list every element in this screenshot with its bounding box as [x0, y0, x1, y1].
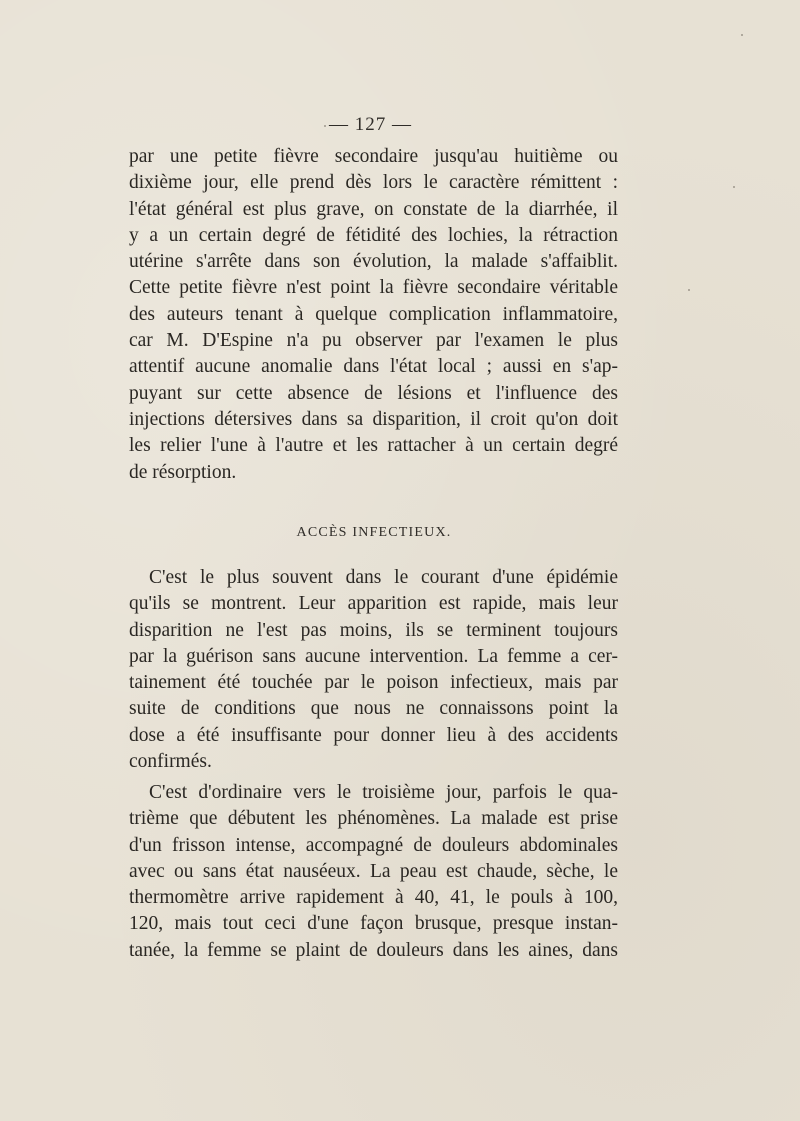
text-line: par une petite fièvre secondaire jusqu'au huitième ou	[129, 146, 618, 167]
text-line: 120, mais tout ceci d'une façon brusque, presque instan-	[129, 913, 618, 935]
text-line: C'est le plus souvent dans le courant d'une épidémie	[149, 567, 618, 588]
text-line: de résorption.	[129, 461, 237, 483]
text-line: injections détersives dans sa disparition, il croit qu'on doit	[129, 408, 618, 430]
text-line: d'un frisson intense, accompagné de douleurs abdominales	[129, 834, 618, 856]
page-number: — 127 —	[329, 114, 412, 135]
text-line: les relier l'une à l'autre et les rattacher à un certain degré	[129, 435, 618, 457]
text-line: dixième jour, elle prend dès lors le caractère rémittent :	[129, 172, 618, 194]
text-line: puyant sur cette absence de lésions et l'influence des	[129, 382, 618, 404]
text-line: avec ou sans état nauséeux. La peau est chaude, sèche, le	[129, 860, 618, 882]
text-line: car M. D'Espine n'a pu observer par l'examen le plus	[129, 330, 618, 352]
paper-speck	[741, 34, 743, 36]
paragraph-2	[129, 565, 618, 775]
text-line: thermomètre arrive rapidement à 40, 41, le pouls à 100,	[129, 887, 618, 909]
text-line: y a un certain degré de fétidité des lochies, la rétraction	[129, 224, 618, 246]
text-line: suite de conditions que nous ne connaissons point la	[129, 698, 618, 720]
text-line: tanée, la femme se plaint de douleurs dans les aines, dans	[129, 939, 618, 961]
text-line: C'est d'ordinaire vers le troisième jour, parfois le qua-	[149, 782, 618, 803]
section-heading: ACCÈS INFECTIEUX.	[296, 525, 452, 540]
paragraph-3	[129, 780, 618, 964]
text-line: utérine s'arrête dans son évolution, la malade s'affaiblit.	[129, 251, 618, 273]
text-line: disparition ne l'est pas moins, ils se terminent toujours	[129, 619, 618, 641]
text-line: tainement été touchée par le poison infectieux, mais par	[129, 672, 618, 694]
text-line: attentif aucune anomalie dans l'état local ; aussi en s'ap-	[129, 356, 618, 378]
text-line: trième que débutent les phénomènes. La malade est prise	[129, 808, 618, 830]
text-line: Cette petite fièvre n'est point la fièvre secondaire véritable	[129, 277, 618, 299]
text-line: l'état général est plus grave, on constate de la diarrhée, il	[129, 198, 618, 220]
text-line: confirmés.	[129, 751, 212, 773]
text-line: dose a été insuffisante pour donner lieu à des accidents	[129, 724, 618, 746]
paper-speck	[688, 289, 690, 291]
paper-speck	[733, 186, 735, 188]
text-line: des auteurs tenant à quelque complication inflammatoire,	[129, 303, 618, 325]
paper-speck	[324, 125, 326, 127]
text-line: par la guérison sans aucune intervention. La femme a cer-	[129, 645, 618, 667]
paragraph-1	[129, 144, 618, 486]
text-line: qu'ils se montrent. Leur apparition est rapide, mais leur	[129, 593, 618, 615]
